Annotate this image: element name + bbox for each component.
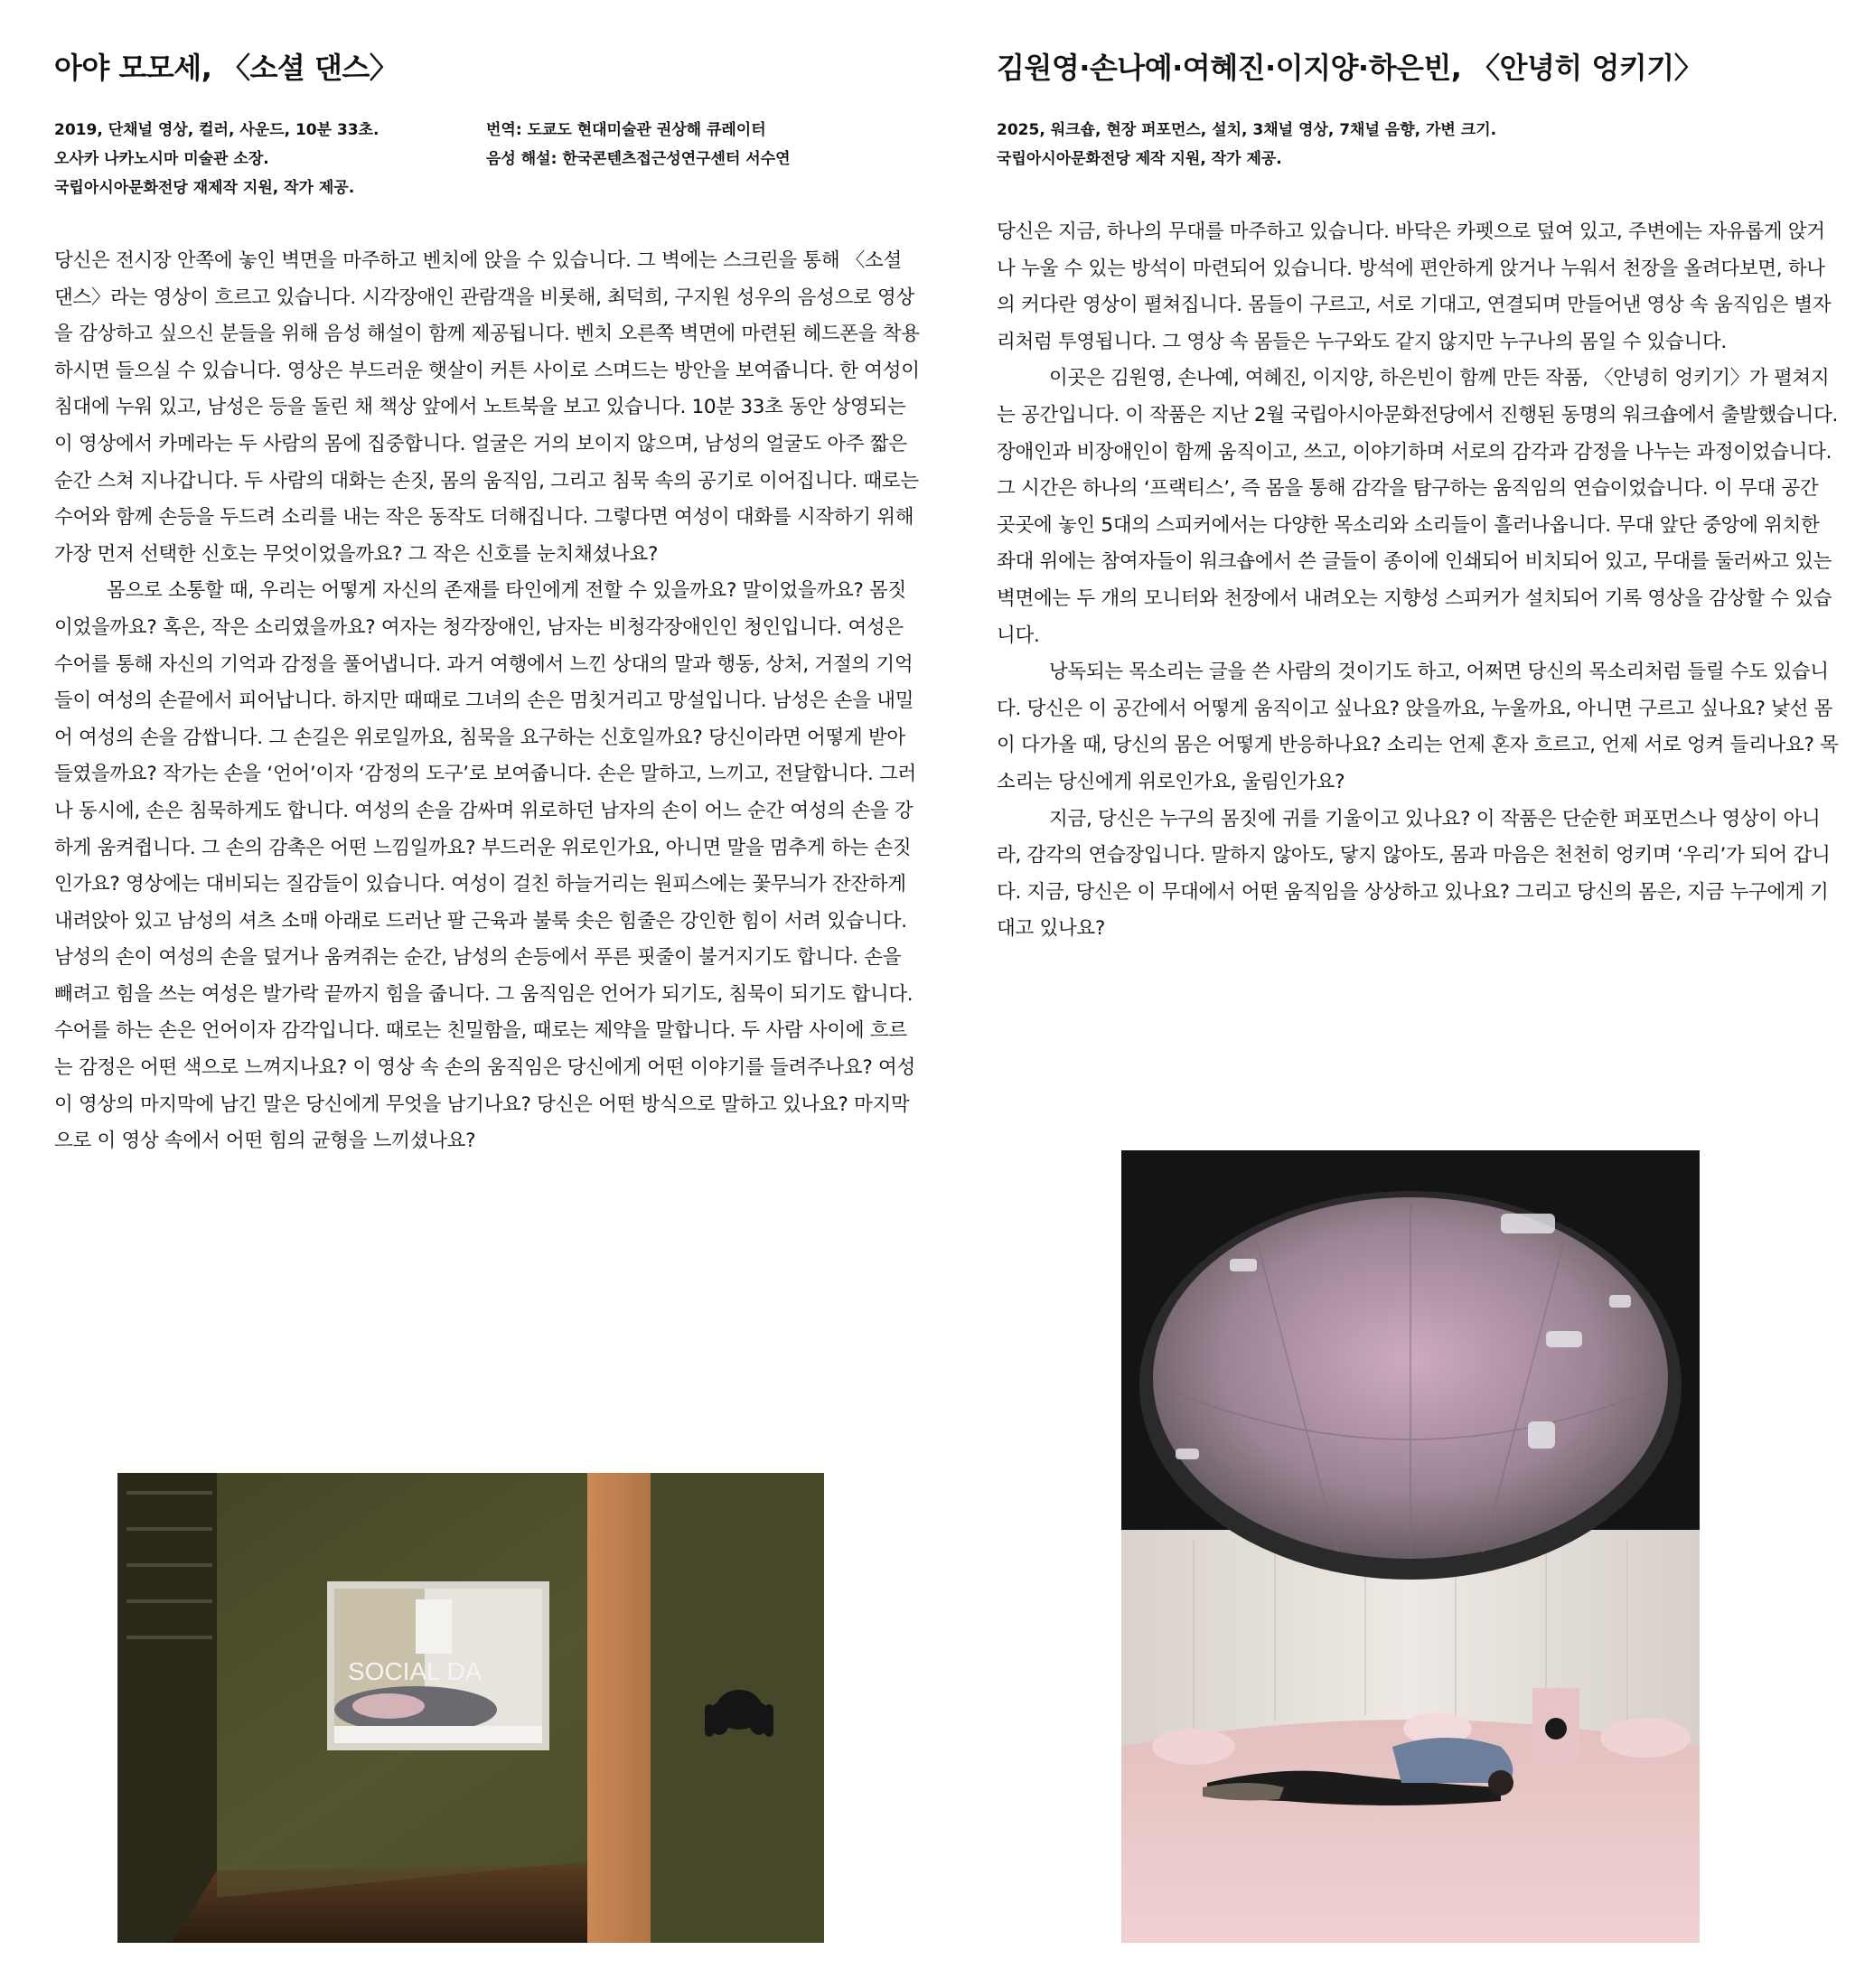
right-credit-line: 국립아시아문화전당 제작 지원, 작가 제공. [997,150,1282,168]
photo1-screen-caption: SOCIAL DA [348,1657,483,1685]
tangle-installation-photo [1121,1150,1700,1943]
right-credit-line: 2025, 워크숍, 현장 퍼포먼스, 설치, 3채널 영상, 7채널 음향, 가변 크기. [997,121,1497,139]
left-credit-line: 국립아시아문화전당 재제작 지원, 작가 제공. [54,179,355,197]
left-credit-line: 번역: 도쿄도 현대미술관 권상해 큐레이터 [486,121,766,139]
left-credit-line: 음성 해설: 한국콘텐츠접근성연구센터 서수연 [486,150,791,168]
photo1-illustration [117,1473,824,1943]
right-paragraph: 낭독되는 목소리는 글을 쓴 사람의 것이기도 하고, 어쩌면 당신의 목소리처럼 들릴 수도 있습니다. 당신은 이 공간에서 어떻게 움직이고 싶나요? 앉을까요, 누울까요, 아니면 구르고 싶나요? 낯선 몸이 다가올 때, 당신의 몸은 어떻게 반응하나요? 소리는 언제 혼자 흐르고, 언제 서로 엉켜 들리나요? 목소리는 당신에게 위로인가요, 울림인가요? [997,661,1839,793]
left-credit-line: 오사카 나카노시마 미술관 소장. [54,150,269,168]
right-paragraph: 지금, 당신은 누구의 몸짓에 귀를 기울이고 있나요? 이 작품은 단순한 퍼포먼스나 영상이 아니라, 감각의 연습장입니다. 말하지 않아도, 닿지 않아도, 몸과 마음은 천천히 엉키며 ‘우리’가 되어 갑니다. 지금, 당신은 이 무대에서 어떤 움직임을 상상하고 있나요? 그리고 당신의 몸은, 지금 누구에게 기대고 있나요? [997,807,1831,941]
left-article-credits [54,116,922,202]
left-credit-line: 2019, 단채널 영상, 컬러, 사운드, 10분 33초. [54,121,379,139]
left-credits-col1 [54,116,486,202]
left-credits-col2 [486,116,922,202]
right-article-credits [997,116,1841,173]
right-article-body [997,214,1841,948]
social-dance-installation-photo [117,1473,824,1943]
photo2-illustration [1121,1150,1700,1943]
left-paragraph: 당신은 전시장 안쪽에 놓인 벽면을 마주하고 벤치에 앉을 수 있습니다. 그 벽에는 스크린을 통해 〈소셜 댄스〉라는 영상이 흐르고 있습니다. 시각장애인 관람객을 비롯해, 최덕희, 구지원 성우의 음성으로 영상을 감상하고 싶으신 분들을 위해 음성 해설이 함께 제공됩니다. 벤치 오른쪽 벽면에 마련된 헤드폰을 착용하시면 들으실 수 있습니다. 영상은 부드러운 햇살이 커튼 사이로 스며드는 방안을 보여줍니다. 한 여성이 침대에 누워 있고, 남성은 등을 돌린 채 책상 앞에서 노트북을 보고 있습니다. 10분 33초 동안 상영되는 이 영상에서 카메라는 두 사람의 몸에 집중합니다. 얼굴은 거의 보이지 않으며, 남성의 얼굴도 아주 짧은 순간 스쳐 지나갑니다. 두 사람의 대화는 손짓, 몸의 움직임, 그리고 침묵 속의 공기로 이어집니다. 때로는 수어와 함께 손등을 두드려 소리를 내는 작은 동작도 더해집니다. 그렇다면 여성이 대화를 시작하기 위해 가장 먼저 선택한 신호는 무엇이었을까요? 그 작은 신호를 눈치채셨나요? [54,249,920,566]
right-article-title: 김원영·손나예·여혜진·이지양·하은빈, 〈안녕히 엉키기〉 [997,51,1703,85]
left-article-title: 아야 모모세, 〈소셜 댄스〉 [54,51,398,85]
left-article [54,45,922,1160]
right-paragraph: 당신은 지금, 하나의 무대를 마주하고 있습니다. 바닥은 카펫으로 덮여 있고, 주변에는 자유롭게 앉거나 누울 수 있는 방석이 마련되어 있습니다. 방석에 편안하게 앉거나 누워서 천장을 올려다보면, 하나의 커다란 영상이 펼쳐집니다. 몸들이 구르고, 서로 기대고, 연결되며 만들어낸 영상 속 움직임은 별자리처럼 투영됩니다. 그 영상 속 몸들은 누구와도 같지 않지만 누구나의 몸일 수 있습니다. [997,220,1832,353]
left-article-body [54,243,922,1160]
left-paragraph: 몸으로 소통할 때, 우리는 어떻게 자신의 존재를 타인에게 전할 수 있을까요? 말이었을까요? 몸짓이었을까요? 혹은, 작은 소리였을까요? 여자는 청각장애인, 남자는 비청각장애인인 청인입니다. 여성은 수어를 통해 자신의 기억과 감정을 풀어냅니다. 과거 여행에서 느낀 상대의 말과 행동, 상처, 거절의 기억들이 여성의 손끝에서 피어납니다. 하지만 때때로 그녀의 손은 멈칫거리고 망설입니다. 남성은 손을 내밀어 여성의 손을 감쌉니다. 그 손길은 위로일까요, 침묵을 요구하는 신호일까요? 당신이라면 어떻게 받아들였을까요? 작가는 손을 ‘언어’이자 ‘감정의 도구’로 보여줍니다. 손은 말하고, 느끼고, 전달합니다. 그러나 동시에, 손은 침묵하게도 합니다. 여성의 손을 감싸며 위로하던 남자의 손이 어느 순간 여성의 손을 강하게 움켜쥡니다. 그 손의 감촉은 어떤 느낌일까요? 부드러운 위로인가요, 아니면 말을 멈추게 하는 손짓인가요? 영상에는 대비되는 질감들이 있습니다. 여성이 걸친 하늘거리는 원피스에는 꽃무늬가 잔잔하게 내려앉아 있고 남성의 셔츠 소매 아래로 드러난 팔 근육과 불룩 솟은 힘줄은 강인한 힘이 서려 있습니다. 남성의 손이 여성의 손을 덮거나 움켜쥐는 순간, 남성의 손등에서 푸른 핏줄이 불거지기도 합니다. 손을 빼려고 힘을 쓰는 여성은 발가락 끝까지 힘을 줍니다. 그 움직임은 언어가 되기도, 침묵이 되기도 합니다. 수어를 하는 손은 언어이자 감각입니다. 때로는 친밀함을, 때로는 제약을 말합니다. 두 사람 사이에 흐르는 감정은 어떤 색으로 느껴지나요? 이 영상 속 손의 움직임은 당신에게 어떤 이야기를 들려주나요? 여성이 영상의 마지막에 남긴 말은 당신에게 무엇을 남기나요? 당신은 어떤 방식으로 말하고 있나요? 마지막으로 이 영상 속에서 어떤 힘의 균형을 느끼셨나요? [54,579,917,1153]
right-paragraph: 이곳은 김원영, 손나예, 여혜진, 이지양, 하은빈이 함께 만든 작품, 〈안녕히 엉키기〉가 펼쳐지는 공간입니다. 이 작품은 지난 2월 국립아시아문화전당에서 진행된 동명의 워크숍에서 출발했습니다. 장애인과 비장애인이 함께 움직이고, 쓰고, 이야기하며 서로의 감각과 감정을 나누는 과정이었습니다. 그 시간은 하나의 ‘프랙티스’, 즉 몸을 통해 감각을 탐구하는 움직임의 연습이었습니다. 이 무대 공간 곳곳에 놓인 5대의 스피커에서는 다양한 목소리와 소리들이 흘러나옵니다. 무대 앞단 중앙에 위치한 좌대 위에는 참여자들이 워크숍에서 쓴 글들이 종이에 인쇄되어 비치되어 있고, 무대를 둘러싸고 있는 벽면에는 두 개의 모니터와 천장에서 내려오는 지향성 스피커가 설치되어 기록 영상을 감상할 수 있습니다. [997,367,1839,647]
right-credits-col1 [997,116,1841,173]
right-article [997,45,1841,948]
